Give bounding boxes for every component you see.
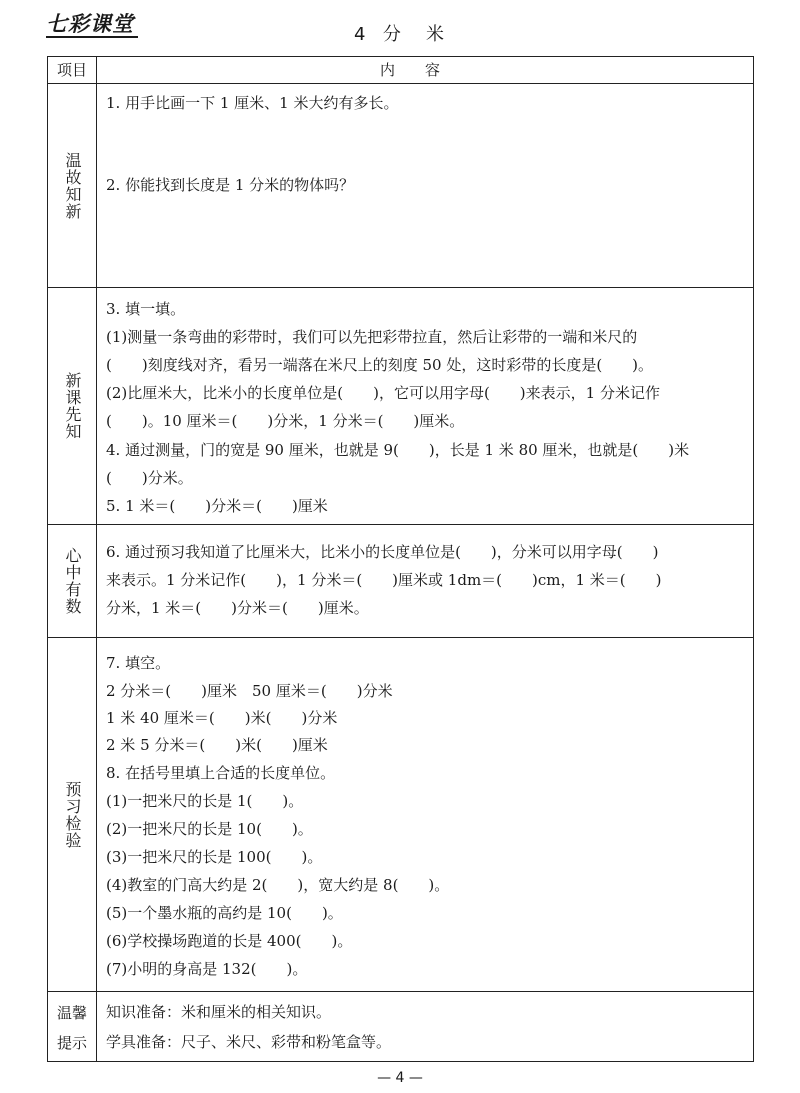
question-line: (1)测量一条弯曲的彩带时，我们可以先把彩带拉直，然后让彩带的一端和米尺的	[106, 328, 638, 346]
row-divider	[48, 991, 753, 992]
column-divider	[96, 57, 97, 1061]
question-line: 来表示。1 分米记作( )，1 分米＝( )厘米或 1dm＝( )cm，1 米＝( )	[106, 571, 662, 589]
question-line: ( )。10 厘米＝( )分米，1 分米＝( )厘米。	[106, 412, 465, 430]
row-divider	[48, 83, 753, 84]
section-label-check: 预习检验	[63, 780, 82, 849]
tip-line: 知识准备：米和厘米的相关知识。	[106, 1003, 332, 1021]
row-divider	[48, 637, 753, 638]
question-line: 1 米 40 厘米＝( )米( )分米	[106, 709, 338, 727]
question-line: (6)学校操场跑道的长是 400( )。	[106, 932, 353, 950]
question-line: (2)一把米尺的长是 10( )。	[106, 820, 313, 838]
question-line: 分米，1 米＝( )分米＝( )厘米。	[106, 599, 369, 617]
question-line: 8. 在括号里填上合适的长度单位。	[106, 764, 336, 782]
question-line: 2 米 5 分米＝( )米( )厘米	[106, 736, 328, 754]
question-line: 2 分米＝( )厘米 50 厘米＝( )分米	[106, 682, 393, 700]
section-label-review: 温故知新	[63, 151, 82, 220]
page-number: — 4 —	[377, 1070, 423, 1086]
question-line: (1)一把米尺的长是 1( )。	[106, 792, 304, 810]
section-label-preview: 新课先知	[63, 372, 82, 440]
question-line: (7)小明的身高是 132( )。	[106, 960, 308, 978]
question-line: ( )刻度线对齐，看另一端落在米尺上的刻度 50 处，这时彩带的长度是( )。	[106, 356, 654, 374]
header-item: 项目	[56, 61, 87, 79]
question-line: ( )分米。	[106, 469, 193, 487]
question-line: 7. 填空。	[106, 654, 171, 672]
question-line: 3. 填一填。	[106, 300, 186, 318]
question-line: (4)教室的门高大约是 2( )，宽大约是 8( )。	[106, 876, 450, 894]
tip-line: 学具准备：尺子、米尺、彩带和粉笔盒等。	[106, 1033, 392, 1051]
page-title: 4 分 米	[353, 24, 447, 45]
section-label-tip-bottom: 提示	[56, 1034, 87, 1052]
question-line: 4. 通过测量，门的宽是 90 厘米，也就是 9( )，长是 1 米 80 厘米，也就是( )米	[106, 441, 690, 459]
header-content: 内容	[379, 61, 470, 79]
section-label-summary: 心中有数	[63, 547, 82, 615]
question-line: 5. 1 米＝( )分米＝( )厘米	[106, 497, 328, 515]
row-divider	[48, 287, 753, 288]
question-line: (2)比厘米大，比米小的长度单位是( )，它可以用字母( )来表示，1 分米记作	[106, 384, 660, 402]
question-line: (3)一把米尺的长是 100( )。	[106, 848, 323, 866]
question-line: (5)一个墨水瓶的高约是 10( )。	[106, 904, 343, 922]
question-line: 2. 你能找到长度是 1 分米的物体吗？	[106, 176, 355, 194]
brand-logo: 七彩课堂	[46, 12, 134, 36]
row-divider	[48, 524, 753, 525]
question-line: 1. 用手比画一下 1 厘米、1 米大约有多长。	[106, 94, 399, 112]
worksheet-table	[47, 56, 754, 1062]
question-line: 6. 通过预习我知道了比厘米大，比米小的长度单位是( )，分米可以用字母( )	[106, 543, 659, 561]
section-label-tip-top: 温馨	[56, 1004, 87, 1022]
